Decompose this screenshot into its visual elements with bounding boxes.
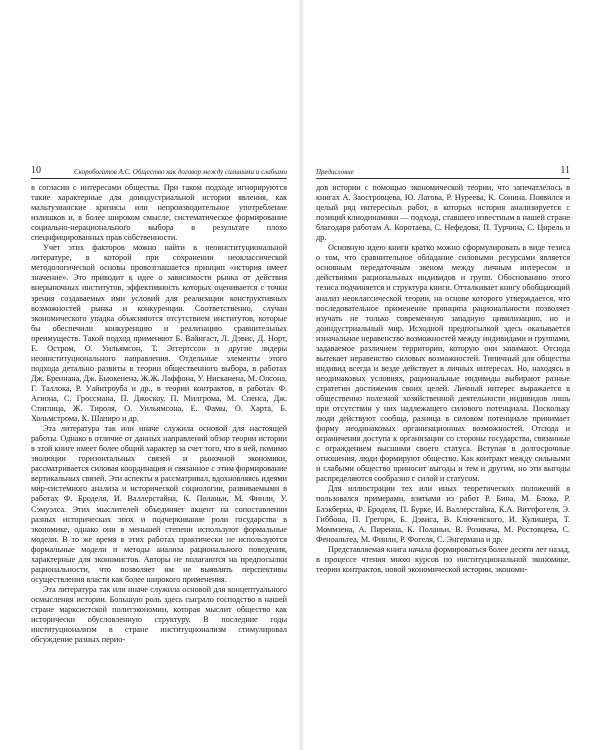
paragraph: Основную идею книги кратко можно сформулировать в виде тезиса о том, что сравнительное обладание силовыми ресурсами является основным передаточным звеном между личным интересом и действиями рациональных индивидов и групп. Обоснованию этого тезиса подчиняется и структура книги. Отталкивает книгу обобщающий анализ неоклассической теории, на основе которого утверждается, что последовательное применение принципа рациональности позволяет изучать не только современную западную цивилизацию, но и доиндустриальный мир. Исходной предпосылкой здесь оказывается изначальное неравенство возможностей между индивидами и группами, задаваемое различием территории, которую они занимают. Отсюда вытекает неравенство силовых возможностей. Типичный для общества индивид всегда и везде действует в личных интересах. Но, находясь в неодинаковых условиях, рациональные индивиды выбирают разные стратегии достижения своих целей. Личный интерес выражается в общественно полезной хозяйственной деятельности индивидов лишь при отсутствии у них надлежащего силового потенциала. Поскольку люди действуют сообща, разница в силовом потенциале принимает форму неодинаковых организационных возможностей. Отсюда и ограничения доступа к организации со стороны государства, связанные с ограждением высшими своего статуса. Вступая в долгосрочные отношения, люди формируют общество. Как контракт между сильными и слабыми общество приносит выгоды и тем и другим, но эти выгоды распределяются сообразно с силой и статусом. (316, 243, 570, 484)
right-running-head-title: Предисловие (316, 168, 354, 176)
paragraph: дов истории с помощью экономической теории, что запечатлелось в книгах А. Заостровцева, Ю. Латова, Р. Нуреева, К. Сонина. Появился и целый ряд интересных работ, в которых история анализируется с позиций клиодинамики — подхода, ставшего известным в нашей стране благодаря работам А. Коротаева, С. Нефедова, П. Турчина, С. Цирель и др. (316, 183, 570, 243)
right-page (316, 0, 570, 750)
right-page-number: 11 (560, 166, 570, 176)
paragraph: Учет этих факторов можно найти в неоинституциональной литературе, в которой при сохранении неоклассической методологической основы провозглашается принцип «история имеет значение». Это приводит к идее о зависимости рынка от действия внерыночных институтов, эффективность которых оценивается с точки зрения создаваемых ими условий для реализации конструктивных возможностей рынка и конкуренции. Соответственно, случаи экономического упадка объясняются отсутствием институтов, которые бы обеспечили конкуренцию и реализацию сравнительных преимуществ. Такой подход применяют Б. Вайнгаст, Л. Дэвис, Д. Норт, Е. Остром, О. Уильямсон, Т. Эггертссон и другие лидеры неоинституционального направления. Отдельные элементы этого подхода детально развиты в теории общественного выбора, в работах Дж. Бреннана, Дж. Бьюкенена, Ж.Ж. Лаффона, У. Нисканена, М. Олсона, Г. Таллока, Р. Уайнтроуба и др., в теории контрактов, в работах Ф. Агиона, С. Гроссмана, П. Джоскоу, П. Милгрома, М. Спенса, Дж. Стиглица, Ж. Тироля, О. Уильямсона, Е. Фамы, О. Харта, Б. Хольмстрома, К. Шапиро и др. (31, 243, 287, 424)
book-gutter (298, 0, 304, 750)
paragraph: Представляемая книга начала формироваться более десяти лет назад, в процессе чтения мною курсов по институциональной экономике, теории контрактов, новой экономической истории, экономи- (316, 544, 570, 574)
paragraph: Эта литература так или иначе служила основой для концептуального осмысления истории. Большую роль здесь сыграло господство в нашей стране марксистской политэкономии, которая мыслит общество как исторически обусловленную структуру. В последние годы институционализм в стране институционализм стимулировал обсуждение разных перио- (31, 584, 287, 645)
paragraph: Эта литература так или иначе служила основой для настоящей работы. Однако в отличие от данных направлений обзор теории истории в этой книге имеет более общий характер за счет того, что в ней, помимо эволюции горизонтальных связей и рыночной экономики, рассматривается силовая координация и связанное с этим формирование вертикальных связей. Эти аспекты я рассматривал, вдохновляясь идеями мир-системного анализа и исторической социологии, развиваемыми в работах Ф. Броделя, И. Валлерстайна, К. Поланьи, М. Финли, У. Сэмуэлса. Этих мыслителей объединяет акцент на сопоставлении разных исторических эпох и подчеркивание роли государства в экономике, однако они в меньшей степени используют формальные модели. В то же время в этих работах практически не используются формальные модели и методы анализа рационального поведения, характерные для экономистов. Авторы не полагаются на предпосылки рациональности, что позволяет им не выявлять перспективы осуществления власти как более широкого применения. (31, 424, 287, 584)
right-page-body (316, 183, 570, 744)
paragraph: в согласии с интересами общества. При таком подходе игнорируются такие характерные для доиндустриальной истории явления, как мальтузианские кризисы или непроизводительное употребление излишков и, в более широком смысле, систематическое формирование социально-нерационального выбора в результате плохо специфицированных прав собственности. (31, 183, 287, 243)
right-running-header (316, 166, 570, 179)
left-running-head-title: Скоробогатов А.С. Общество как договор между сильными и слабыми (74, 168, 287, 176)
left-page-body (31, 183, 287, 744)
left-running-header (31, 166, 287, 179)
paragraph: Для иллюстрации тех или иных теоретических положений я пользовался примерами, взятыми из работ Р. Бина, М. Блока, Р. Блэкберна, Ф. Броделя, П. Бурке, И. Валлерстайна, К.А. Виттфогеля, Э. Гиббона, П. Грегори, Б. Дэвиса, В. Ключевского, И. Кулишера, Т. Моммзена, А. Пиренна, К. Поланьи, В. Розивача, М. Ростовцева, С. Феноальтеа, М. Финли, Р. Фогеля, С. Энгермана и др. (316, 484, 570, 544)
left-page (31, 0, 287, 750)
left-page-number: 10 (31, 166, 41, 176)
